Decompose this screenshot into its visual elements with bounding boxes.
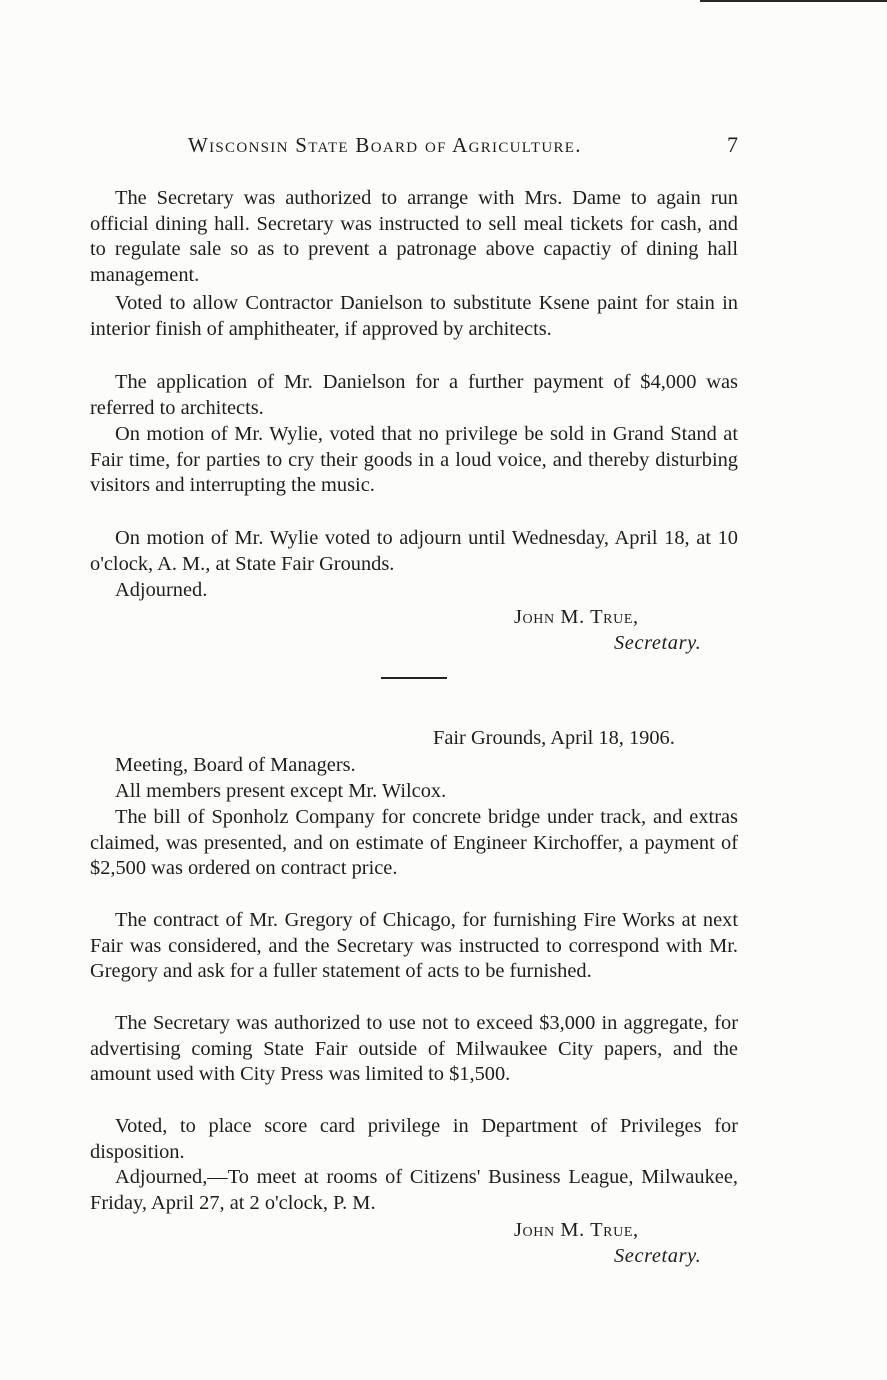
paragraph-dining-hall: The Secretary was authorized to arrange with Mrs. Dame to again run official dining hall. Secretary was instructed to sell meal tickets for cash, and to regulate sale so as to prevent a patronage above capactiy of dining hall management. [90,187,738,286]
paragraph-meeting: Meeting, Board of Managers. [115,754,356,776]
paragraph-members-present: All members present except Mr. Wilcox. [115,780,447,802]
running-header [188,133,738,163]
paragraph-sponholz-bill: The bill of Sponholz Company for concrete bridge under track, and extras claimed, was presented, and on estimate of Engineer Kirchoffer, a payment of $2,500 was ordered on contract price. [90,806,738,879]
signature-name-2: John M. True, [514,1219,639,1241]
page-number: 7 [727,132,738,157]
dateline: Fair Grounds, April 18, 1906. [433,727,675,749]
top-edge-rule [700,0,887,2]
section-divider [381,677,447,679]
signature-title-2: Secretary. [614,1245,702,1267]
signature-title: Secretary. [614,632,702,654]
paragraph-ksene-paint: Voted to allow Contractor Danielson to substitute Ksene paint for stain in interior finish of amphitheater, if approved by architects. [90,292,738,340]
paragraph-advertising: The Secretary was authorized to use not to exceed $3,000 in aggregate, for advertising coming State Fair outside of Milwaukee City papers, and the amount used with City Press was limited to $1,500. [90,1012,738,1085]
paragraph-danielson-payment: The application of Mr. Danielson for a further payment of $4,000 was referred to architects. [90,371,738,419]
paragraph-score-card: Voted, to place score card privilege in Department of Privileges for disposition. [90,1115,738,1163]
paragraph-adjourn-motion: On motion of Mr. Wylie voted to adjourn until Wednesday, April 18, at 10 o'clock, A. M., at State Fair Grounds. [90,527,738,575]
running-header-title: Wisconsin State Board of Agriculture. [188,133,582,157]
paragraph-grand-stand-privilege: On motion of Mr. Wylie, voted that no privilege be sold in Grand Stand at Fair time, for parties to cry their goods in a loud voice, and thereby disturbing visitors and interrupting the music. [90,423,738,496]
paragraph-fire-works-contract: The contract of Mr. Gregory of Chicago, for furnishing Fire Works at next Fair was considered, and the Secretary was instructed to correspond with Mr. Gregory and ask for a fuller statement of acts to be furnished. [90,909,738,982]
paragraph-adjourned-citizens: Adjourned,—To meet at rooms of Citizens' Business League, Milwaukee, Friday, April 27, at 2 o'clock, P. M. [90,1166,738,1214]
paragraph-adjourned: Adjourned. [115,579,208,601]
signature-name: John M. True, [514,606,639,628]
